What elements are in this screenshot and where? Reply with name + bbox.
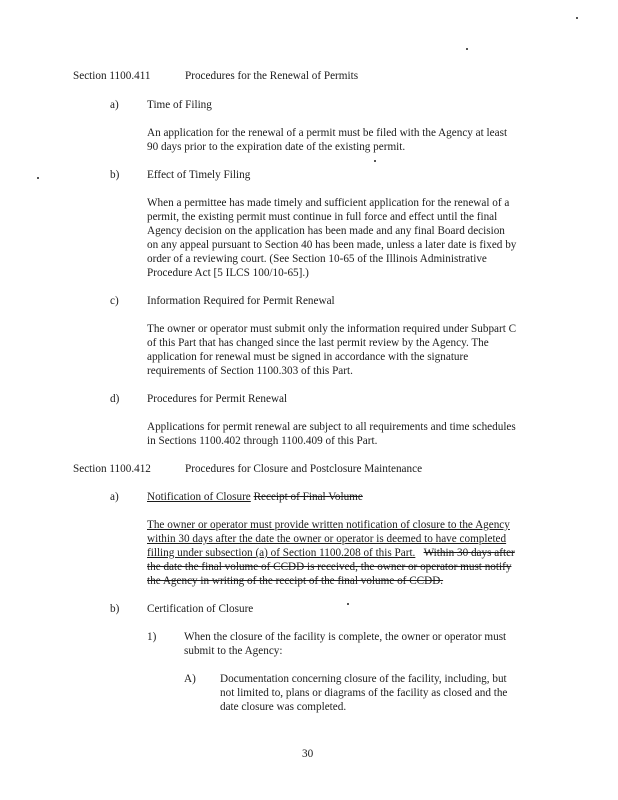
subsection-heading: Time of Filing xyxy=(147,99,212,111)
paragraph-line: of this Part that has changed since the last permit review by the Agency. The xyxy=(147,337,489,349)
paragraph-line: on any appeal pursuant to Section 40 has been made, unless a later date is fixed by xyxy=(147,239,517,251)
subsection-heading-amended xyxy=(147,490,363,504)
paragraph-line: 90 days prior to the expiration date of the existing permit. xyxy=(147,141,406,153)
scan-speck xyxy=(576,17,578,19)
paragraph-line: requirements of Section 1100.303 of this Part. xyxy=(147,365,353,377)
scan-speck xyxy=(466,48,468,50)
paragraph-line: permit, the existing permit must continue in full force and effect until the final xyxy=(147,211,498,223)
paragraph-line: application for renewal must be signed in accordance with the signature xyxy=(147,351,469,363)
inserted-text: Notification of Closure xyxy=(147,491,251,503)
section-number: Section 1100.411 xyxy=(73,70,151,82)
subsection-heading: Information Required for Permit Renewal xyxy=(147,295,335,307)
paragraph-line: date closure was completed. xyxy=(220,701,347,713)
inserted-text: within 30 days after the date the owner or operator is deemed to have completed xyxy=(147,533,507,545)
paragraph-line: in Sections 1100.402 through 1100.409 of this Part. xyxy=(147,435,378,447)
scan-speck xyxy=(347,603,349,605)
item-label: 1) xyxy=(147,631,157,643)
paragraph-line: Applications for permit renewal are subject to all requirements and time schedules xyxy=(147,421,516,433)
paragraph-line: order of a reviewing court. (See Section 10-65 of the Illinois Administrative xyxy=(147,253,487,265)
scan-speck xyxy=(37,177,39,179)
subsection-label: a) xyxy=(110,491,119,503)
paragraph-line: When a permittee has made timely and sufficient application for the renewal of a xyxy=(147,197,510,209)
paragraph-line: Agency decision on the application has been made and any final Board decision xyxy=(147,225,505,237)
subsection-heading: Effect of Timely Filing xyxy=(147,169,251,181)
subsection-heading: Certification of Closure xyxy=(147,603,254,615)
paragraph-line: Documentation concerning closure of the facility, including, but xyxy=(220,673,507,685)
subsection-label: b) xyxy=(110,169,120,181)
deleted-text: the Agency in writing of the receipt of the final volume of CCDD. xyxy=(147,575,444,587)
section-title: Procedures for Closure and Postclosure Maintenance xyxy=(185,463,423,475)
paragraph-line: submit to the Agency: xyxy=(184,645,283,657)
deleted-text: the date the final volume of CCDD is received, the owner or operator must notify xyxy=(147,561,512,573)
section-number: Section 1100.412 xyxy=(73,463,151,475)
paragraph-line: An application for the renewal of a permit must be filed with the Agency at least xyxy=(147,127,508,139)
deleted-text: Within 30 days after xyxy=(423,547,515,559)
paragraph-line-amended xyxy=(147,546,515,560)
paragraph-line: Procedure Act [5 ILCS 100/10-65].) xyxy=(147,267,309,279)
subsection-label: c) xyxy=(110,295,119,307)
item-label: A) xyxy=(184,673,196,685)
inserted-text: The owner or operator must provide written notification of closure to the Agency xyxy=(147,519,510,531)
section-title: Procedures for the Renewal of Permits xyxy=(185,70,359,82)
subsection-label: b) xyxy=(110,603,120,615)
paragraph-line: When the closure of the facility is complete, the owner or operator must xyxy=(184,631,507,643)
subsection-heading: Procedures for Permit Renewal xyxy=(147,393,288,405)
deleted-text: Receipt of Final Volume xyxy=(253,491,363,503)
scan-speck xyxy=(374,160,376,162)
subsection-label: a) xyxy=(110,99,119,111)
inserted-text: filling under subsection (a) of Section 1100.208 of this Part. xyxy=(147,547,416,559)
paragraph-line: not limited to, plans or diagrams of the facility as closed and the xyxy=(220,687,508,699)
page-number: 30 xyxy=(302,748,314,760)
subsection-label: d) xyxy=(110,393,120,405)
paragraph-line: The owner or operator must submit only the information required under Subpart C xyxy=(147,323,517,335)
